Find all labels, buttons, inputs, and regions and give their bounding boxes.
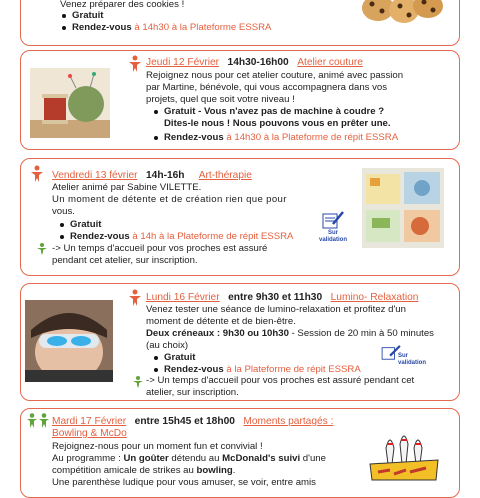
bowling-desc-line1: Rejoignez-nous pour un moment fun et convivial ! — [52, 441, 263, 452]
bullet-free: Gratuit - Vous n'avez pas de machine à coudre ? Dites-le nous ! Nous pouvons vous en prêter une. — [152, 106, 398, 130]
art-accueil — [52, 243, 267, 267]
validation-icon — [314, 210, 352, 244]
cookies-bullets — [60, 10, 271, 34]
couture-desc-line1: Rejoignez nous pour cet atelier couture, animé avec passion — [146, 70, 404, 81]
validation-label: Sur validation — [398, 353, 427, 366]
sewing-image — [30, 68, 110, 138]
couture-desc-line2: par Martine, bénévole, qui vous accompagnera dans vos — [146, 82, 388, 93]
lumino-accueil — [146, 375, 414, 399]
art-desc-line3: vous. — [52, 206, 75, 217]
couture-bullets — [152, 106, 398, 144]
event-title-bowling: Mardi 17 Février entre 15h45 et 18h00 Moments partagés : — [52, 416, 334, 427]
lumino-image — [25, 300, 113, 382]
bowling-desc-line3: compétition amicale de strikes au bowling. — [52, 465, 236, 476]
bullet-rdv: Rendez-vous à la Plateforme de répit ESSRA — [152, 364, 361, 376]
lumino-desc-line2: moment de détente et de bien-être. — [146, 316, 296, 327]
bullet-rdv: Rendez-vous à 14h30 à la Plateforme ESSRA — [60, 22, 271, 34]
couture-desc-line3: projets, quel que soit votre niveau ! — [146, 94, 295, 105]
person-icon — [128, 289, 142, 311]
art-desc-line2: Un moment de détente et de création rien que pour — [52, 194, 287, 205]
art-image — [362, 168, 444, 248]
bowling-logo — [366, 430, 442, 480]
art-accueil-line2: pendant cet atelier, sur inscription. — [52, 255, 198, 266]
couture-desc — [146, 70, 403, 106]
lumino-desc-line1: Venez tester une séance de lumino-relaxation et profitez d'un — [146, 304, 406, 315]
bullet-free: Gratuit — [152, 352, 361, 364]
lumino-accueil-line2: atelier, sur inscription. — [146, 387, 239, 398]
event-title-couture: Jeudi 12 Février 14h30-16h00 Atelier couture — [146, 57, 363, 68]
bowling-desc-line4: Une parenthèse ludique pour vous amuser, se voir, entre amis — [52, 477, 316, 488]
validation-icon — [380, 345, 440, 365]
bowling-desc — [52, 441, 326, 489]
event-title-art: Vendredi 13 février 14h-16h Art-thérapie — [52, 170, 252, 181]
bullet-rdv: Rendez-vous à 14h à la Plateforme de répit ESSRA — [58, 231, 293, 243]
art-desc-line1: Atelier animé par Sabine VILETTE. — [52, 182, 202, 193]
accueil-icon — [37, 243, 47, 259]
lumino-bullets — [152, 352, 361, 376]
person-icon — [128, 55, 142, 77]
validation-label: Sur validation — [318, 230, 347, 243]
event-title-lumino: Lundi 16 Février entre 9h30 et 11h30 Lumino- Relaxation — [146, 292, 419, 303]
art-accueil-line1: -> Un temps d'accueil pour vos proches est assuré — [52, 243, 268, 254]
accueil-icon — [133, 376, 143, 392]
bullet-free: Gratuit — [60, 10, 271, 22]
bowling-desc-line2: Au programme : Un goûter détendu au McDonald's suivi d'une — [52, 453, 326, 464]
person-icon — [30, 165, 44, 187]
lumino-desc-line4: (au choix) — [146, 340, 189, 351]
bullet-rdv: Rendez-vous à 14h30 à la Plateforme de répit ESSRA — [152, 132, 398, 144]
event-title-bowling-line2: Bowling & McDo — [52, 428, 127, 439]
art-bullets — [58, 219, 293, 243]
lumino-accueil-line1: -> Un temps d'accueil pour vos proches est assuré pendant cet — [146, 375, 415, 386]
cookies-text: Venez préparer des cookies ! — [60, 0, 185, 10]
cookies-image — [360, 0, 444, 28]
lumino-desc-line3: Deux créneaux : 9h30 ou 10h30 - Session de 20 min à 50 minutes — [146, 328, 434, 339]
group-icon — [26, 413, 50, 433]
art-desc — [52, 182, 287, 218]
bullet-free: Gratuit — [58, 219, 293, 231]
